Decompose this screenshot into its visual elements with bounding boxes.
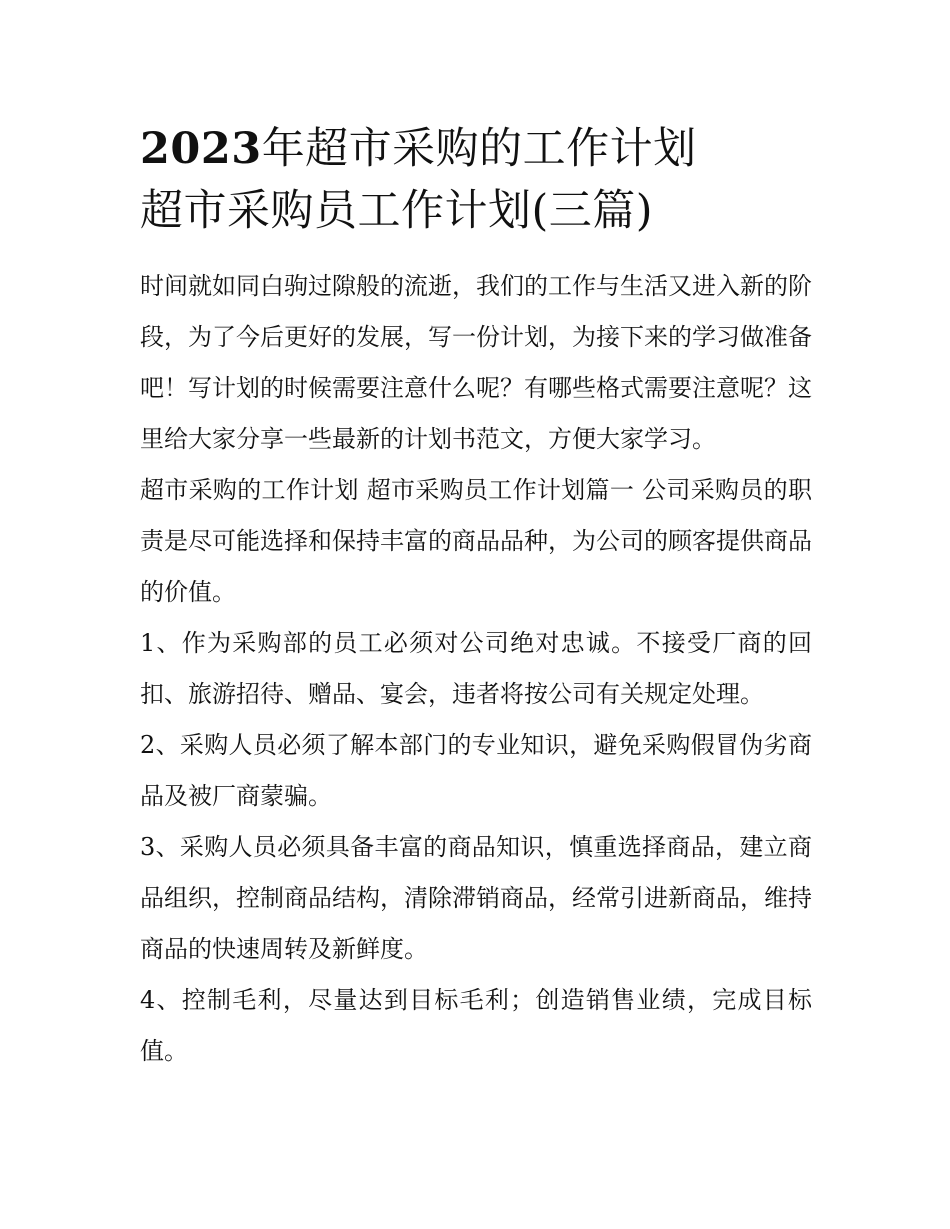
list-item-2: 2、采购人员必须了解本部门的专业知识，避免采购假冒伪劣商品及被厂商蒙骗。	[140, 731, 812, 810]
title-year: 2023	[140, 124, 262, 174]
section-intro-paragraph: 超市采购的工作计划 超市采购员工作计划篇一 公司采购员的职责是尽可能选择和保持丰富的商品品种，为公司的顾客提供商品的价值。	[140, 476, 812, 606]
list-item-1: 1、作为采购部的员工必须对公司绝对忠诚。不接受厂商的回扣、旅游招待、赠品、宴会，违者将按公司有关规定处理。	[140, 629, 812, 708]
document-page	[140, 118, 812, 1077]
title-line-2: 超市采购员工作计划(三篇)	[140, 186, 654, 236]
list-item-4: 4、控制毛利，尽量达到目标毛利；创造销售业绩，完成目标值。	[140, 986, 812, 1065]
title-line-1-text: 年超市采购的工作计划	[261, 124, 697, 174]
title-line-1	[140, 118, 812, 180]
document-title	[140, 118, 812, 242]
list-item-3: 3、采购人员必须具备丰富的商品知识，慎重选择商品，建立商品组织，控制商品结构，清除滞销商品，经常引进新商品，维持商品的快速周转及新鲜度。	[140, 833, 812, 963]
intro-paragraph: 时间就如同白驹过隙般的流逝，我们的工作与生活又进入新的阶段，为了今后更好的发展，写一份计划，为接下来的学习做准备吧！写计划的时候需要注意什么呢？有哪些格式需要注意呢？这里给大家分享一些最新的计划书范文，方便大家学习。	[140, 272, 812, 453]
document-body	[140, 261, 812, 1077]
